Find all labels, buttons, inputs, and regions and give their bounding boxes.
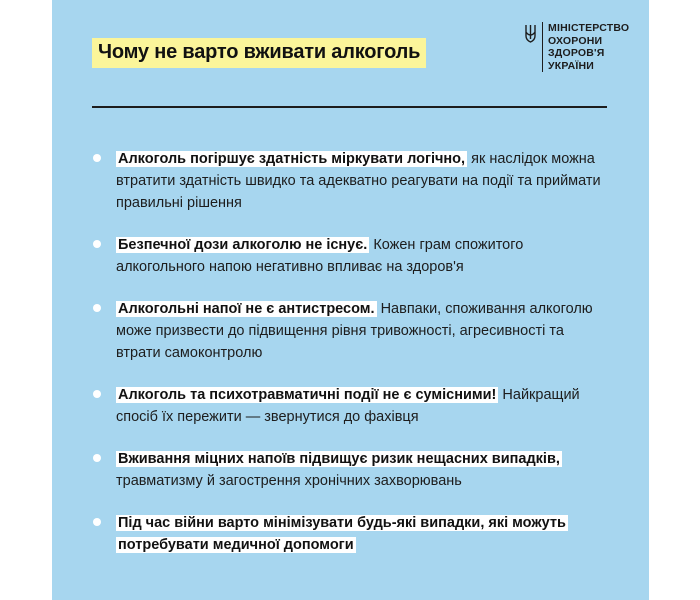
- list-item: [92, 512, 612, 556]
- item-highlight: Безпечної дози алкоголю не існує.: [118, 237, 368, 253]
- item-highlight: Під час війни варто мінімізувати будь-які випадки, які можуть потребувати медичної допомоги: [118, 515, 566, 553]
- item-highlight: Алкогольні напої не є антистресом.: [118, 301, 375, 317]
- list-item: [92, 298, 612, 364]
- bullet-icon: [93, 304, 101, 312]
- item-text: травматизму й загострення хронічних захворювань: [116, 473, 462, 489]
- bullet-icon: [93, 390, 101, 398]
- item-text: Кожен грам спожитого алкогольного напою негативно впливає на здоров'я: [116, 237, 524, 275]
- bullet-icon: [93, 518, 101, 526]
- list-item: [92, 384, 612, 428]
- bullet-icon: [93, 454, 101, 462]
- item-text: Найкращий спосіб їх пережити — звернутися до фахівця: [116, 387, 580, 425]
- bullet-icon: [93, 240, 101, 248]
- ministry-line: УКРАЇНИ: [548, 59, 595, 72]
- ministry-logo: [525, 22, 629, 72]
- ministry-line: ЗДОРОВ'Я: [548, 47, 605, 59]
- list-item: [92, 234, 612, 278]
- bullet-icon: [93, 154, 101, 162]
- facts-list: [92, 148, 612, 556]
- ministry-line: ОХОРОНИ: [548, 34, 603, 47]
- item-text: Навпаки, споживання алкоголю може призвести до підвищення рівня тривожності, агресивності та втрати самоконтролю: [116, 301, 593, 361]
- ministry-name: [542, 22, 629, 72]
- item-highlight: Алкоголь та психотравматичні події не є сумісними!: [118, 387, 497, 403]
- list-item: [92, 448, 612, 492]
- list-item: [92, 148, 612, 214]
- ministry-line: МІНІСТЕРСТВО: [548, 22, 630, 34]
- poster: [52, 0, 649, 600]
- item-text: як наслідок можна втратити здатність швидко та адекватно реагувати на події та приймати правильні рішення: [116, 151, 601, 211]
- divider: [92, 106, 607, 108]
- trident-icon: [525, 24, 536, 44]
- page-title: Чому не варто вживати алкоголь: [92, 38, 426, 68]
- item-highlight: Алкоголь погіршує здатність міркувати логічно,: [118, 151, 466, 167]
- item-highlight: Вживання міцних напоїв підвищує ризик нещасних випадків,: [118, 451, 560, 467]
